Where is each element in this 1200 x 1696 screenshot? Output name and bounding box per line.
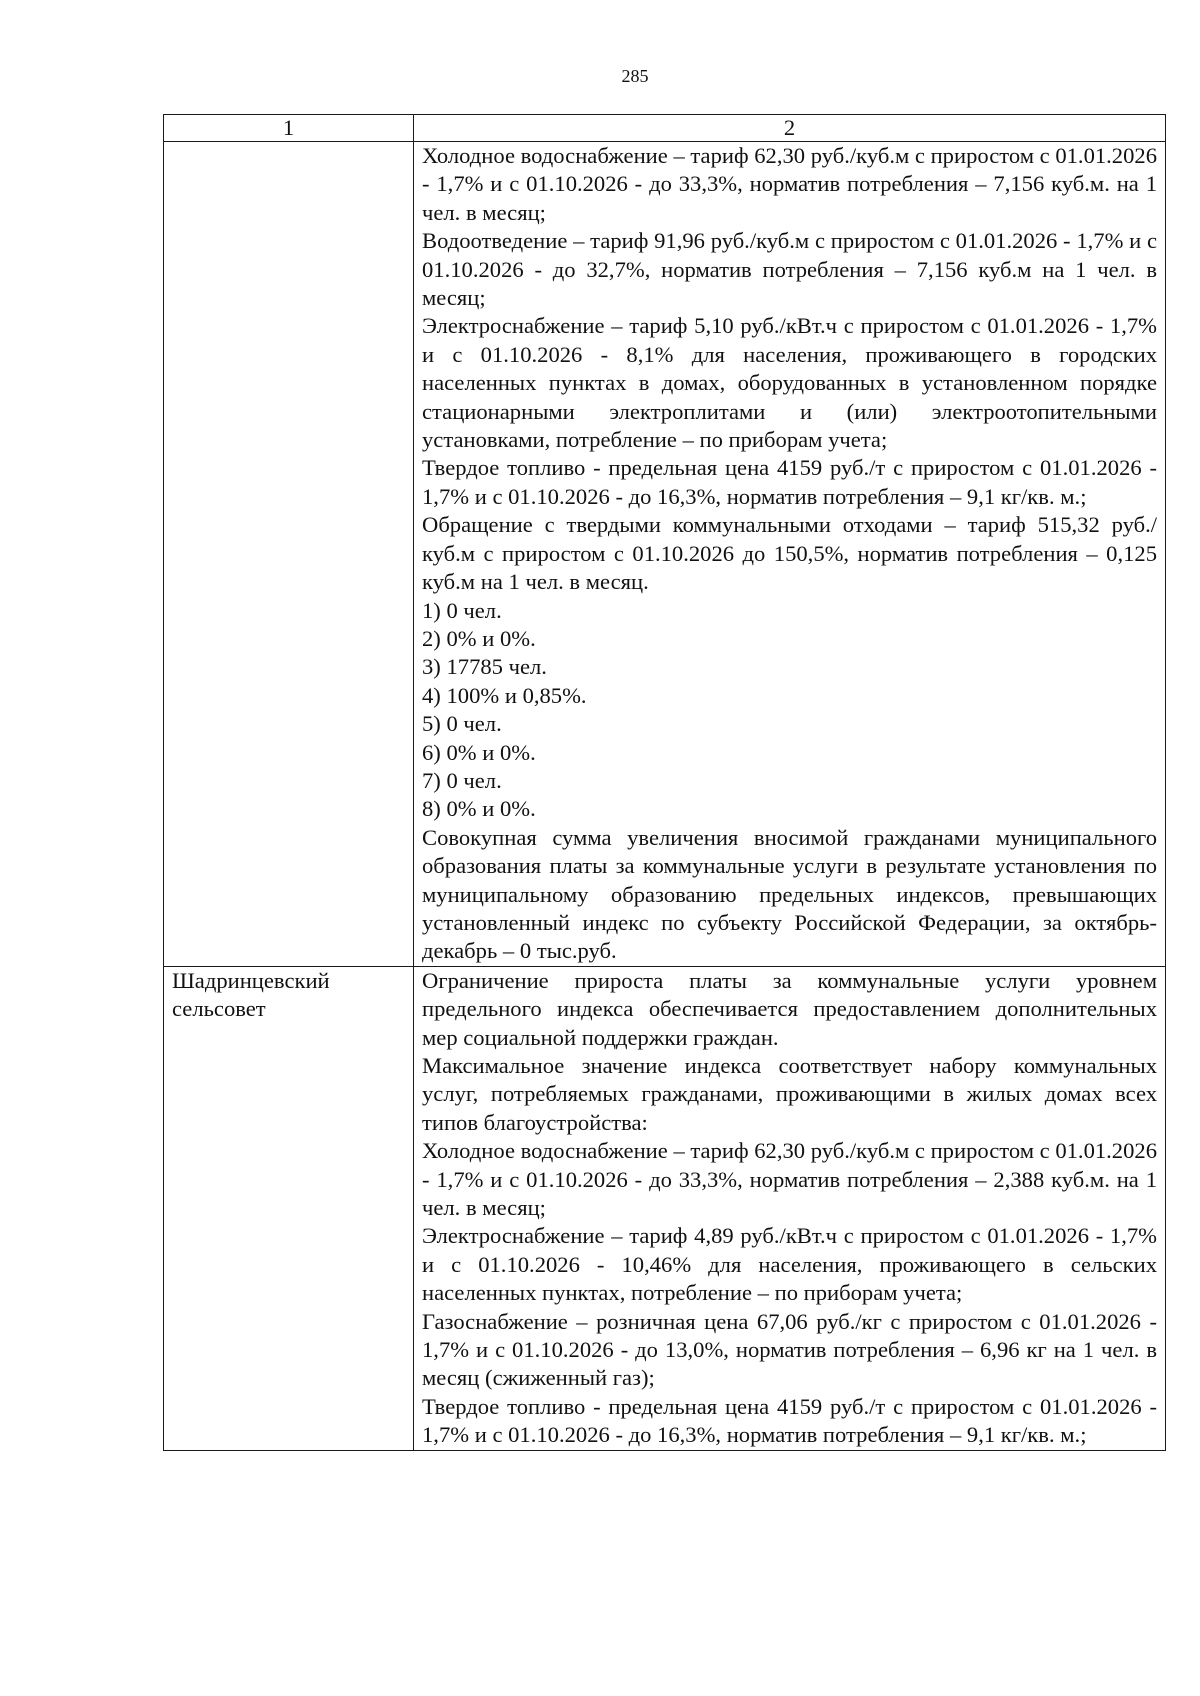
paragraph-total-sum: Совокупная сумма увеличения вносимой гражданами муниципального образования платы за коммунальные услуги в результате установления по муниципальному образованию предельных индексов, превышающих установленный индекс по субъекту Российской Федерации, за октябрь-декабрь – 0 тыс.руб. — [422, 824, 1157, 964]
paragraph-electricity: Электроснабжение – тариф 4,89 руб./кВт.ч с приростом с 01.01.2026 - 1,7% и с 01.10.2026 - 10,46% для населения, проживающего в сельских населенных пунктах, потребление – по приборам учета; — [422, 1223, 1157, 1306]
paragraph-limit: Ограничение прироста платы за коммунальные услуги уровнем предельного индекса обеспечивается предоставлением дополнительных мер социальной поддержки граждан. — [422, 967, 1157, 1050]
municipality-name-cell: Шадринцевский сельсовет — [164, 966, 414, 1450]
paragraph-gas: Газоснабжение – розничная цена 67,06 руб./кг с приростом с 01.01.2026 - 1,7% и с 01.10.2026 - до 13,0%, норматив потребления – 6,96 кг на 1 чел. в месяц (сжиженный газ); — [422, 1308, 1157, 1391]
description-cell — [414, 966, 1166, 1450]
paragraph-electricity: Электроснабжение – тариф 5,10 руб./кВт.ч с приростом с 01.01.2026 - 1,7% и с 01.10.2026 - 8,1% для населения, проживающего в городских населенных пунктах в домах, оборудованных в установленном порядке стационарными электроплитами и (или) электроотопительными установками, потребление – по приборам учета; — [422, 313, 1157, 453]
municipality-name-cell — [164, 142, 414, 967]
table-header-row — [164, 115, 1166, 142]
list-item: 5) 0 чел. — [422, 711, 502, 737]
paragraph-cold-water: Холодное водоснабжение – тариф 62,30 руб./куб.м с приростом с 01.01.2026 - 1,7% и с 01.10.2026 - до 33,3%, норматив потребления – 2,388 куб.м. на 1 чел. в месяц; — [422, 1138, 1157, 1221]
paragraph-solid-fuel: Твердое топливо - предельная цена 4159 руб./т с приростом с 01.01.2026 - 1,7% и с 01.10.2026 - до 16,3%, норматив потребления – 9,1 кг/кв. м.; — [422, 1393, 1157, 1448]
document-table — [163, 114, 1166, 1451]
list-item: 8) 0% и 0%. — [422, 796, 536, 822]
paragraph-cold-water: Холодное водоснабжение – тариф 62,30 руб./куб.м с приростом с 01.01.2026 - 1,7% и с 01.10.2026 - до 33,3%, норматив потребления – 7,156 куб.м. на 1 чел. в месяц; — [422, 143, 1157, 225]
description-cell — [414, 142, 1166, 967]
paragraph-max-index: Максимальное значение индекса соответствует набору коммунальных услуг, потребляемых гражданами, проживающими в жилых домах всех типов благоустройства: — [422, 1053, 1157, 1135]
paragraph-drainage: Водоотведение – тариф 91,96 руб./куб.м с приростом с 01.01.2026 - 1,7% и с 01.10.2026 - до 32,7%, норматив потребления – 7,156 куб.м на 1 чел. в месяц; — [422, 228, 1157, 311]
list-item: 4) 100% и 0,85%. — [422, 682, 587, 708]
table-row — [164, 142, 1166, 967]
column-header-1: 1 — [164, 115, 414, 142]
list-item: 7) 0 чел. — [422, 767, 502, 793]
list-item: 3) 17785 чел. — [422, 654, 547, 680]
list-item: 1) 0 чел. — [422, 597, 502, 623]
table-row — [164, 966, 1166, 1450]
list-item: 2) 0% и 0%. — [422, 625, 536, 651]
paragraph-solid-fuel: Твердое топливо - предельная цена 4159 руб./т с приростом с 01.01.2026 - 1,7% и с 01.10.2026 - до 16,3%, норматив потребления – 9,1 кг/кв. м.; — [422, 455, 1157, 509]
paragraph-solid-waste: Обращение с твердыми коммунальными отходами – тариф 515,32 руб./куб.м с приростом с 01.10.2026 до 150,5%, норматив потребления – 0,125 куб.м на 1 чел. в месяц. — [422, 512, 1157, 595]
column-header-2: 2 — [414, 115, 1166, 142]
page-number: 285 — [621, 66, 649, 86]
list-item: 6) 0% и 0%. — [422, 739, 536, 765]
